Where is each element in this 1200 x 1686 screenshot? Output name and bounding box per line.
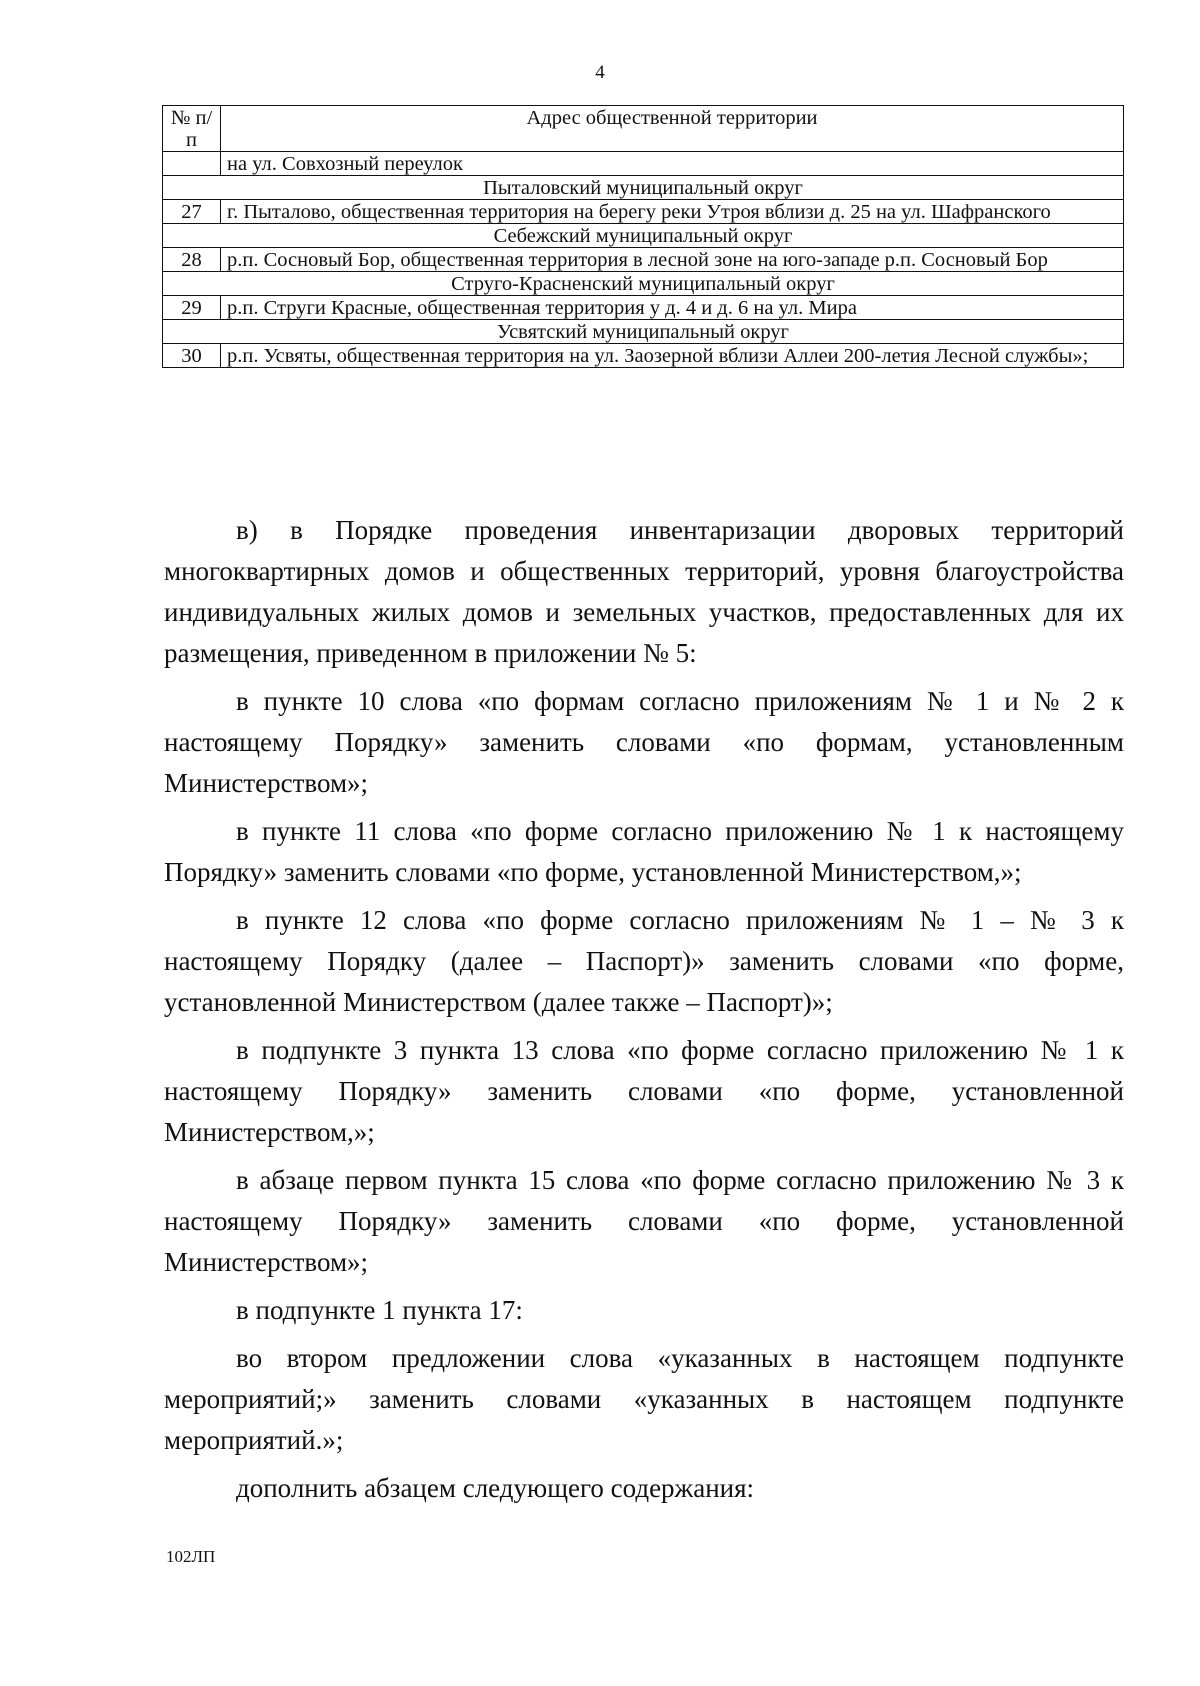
territories-table-body xyxy=(163,106,1124,368)
row-address: р.п. Сосновый Бор, общественная территория в лесной зоне на юго-западе р.п. Сосновый Бор xyxy=(221,248,1124,272)
table-header-row xyxy=(163,106,1124,152)
paragraph: в абзаце первом пункта 15 слова «по форме согласно приложению № 3 к настоящему Порядку» заменить словами «по форме, установленной Министерством»; xyxy=(164,1165,1124,1277)
paragraph: в пункте 12 слова «по форме согласно приложениям № 1 – № 3 к настоящему Порядку (далее – Паспорт)» заменить словами «по форме, установленной Министерством (далее также – Паспорт)»; xyxy=(164,905,1124,1017)
row-number: 27 xyxy=(163,200,221,224)
table-row xyxy=(163,200,1124,224)
row-address: на ул. Совхозный переулок xyxy=(221,152,1124,176)
row-number: 28 xyxy=(163,248,221,272)
header-address: Адрес общественной территории xyxy=(221,106,1124,152)
paragraph: в пункте 10 слова «по формам согласно приложениям № 1 и № 2 к настоящему Порядку» заменить словами «по формам, установленным Министерством»; xyxy=(164,686,1124,798)
district-row xyxy=(163,176,1124,200)
table-row xyxy=(163,152,1124,176)
header-num: № п/п xyxy=(163,106,221,152)
district-row xyxy=(163,272,1124,296)
paragraph: в подпункте 1 пункта 17: xyxy=(236,1295,523,1325)
row-address: р.п. Струги Красные, общественная территория у д. 4 и д. 6 на ул. Мира xyxy=(221,296,1124,320)
paragraph: во втором предложении слова «указанных в настоящем подпункте мероприятий;» заменить словами «указанных в настоящем подпункте мероприятий.»; xyxy=(164,1343,1124,1455)
paragraph: в) в Порядке проведения инвентаризации дворовых территорий многоквартирных домов и общественных территорий, уровня благоустройства индивидуальных жилых домов и земельных участков, предоставленных для их размещения, приведенном в приложении № 5: xyxy=(164,515,1124,668)
district-name: Усвятский муниципальный округ xyxy=(163,320,1124,344)
district-name: Струго-Красненский муниципальный округ xyxy=(163,272,1124,296)
table-row xyxy=(163,344,1124,368)
district-row xyxy=(163,224,1124,248)
body-text xyxy=(164,510,1124,1516)
district-name: Себежский муниципальный округ xyxy=(163,224,1124,248)
table-row xyxy=(163,296,1124,320)
row-number xyxy=(163,152,221,176)
table-row xyxy=(163,248,1124,272)
district-name: Пыталовский муниципальный округ xyxy=(163,176,1124,200)
page-number: 4 xyxy=(595,62,605,83)
paragraph: в подпункте 3 пункта 13 слова «по форме согласно приложению № 1 к настоящему Порядку» заменить словами «по форме, установленной Министерством,»; xyxy=(164,1035,1124,1147)
district-row xyxy=(163,320,1124,344)
footer-code: 102ЛП xyxy=(166,1547,216,1566)
paragraph: в пункте 11 слова «по форме согласно приложению № 1 к настоящему Порядку» заменить словами «по форме, установленной Министерством,»; xyxy=(164,816,1124,887)
row-address: р.п. Усвяты, общественная территория на ул. Заозерной вблизи Аллеи 200-летия Лесной службы»; xyxy=(221,344,1124,368)
row-address: г. Пыталово, общественная территория на берегу реки Утроя вблизи д. 25 на ул. Шафранского xyxy=(221,200,1124,224)
territories-table xyxy=(162,105,1124,368)
row-number: 29 xyxy=(163,296,221,320)
row-number: 30 xyxy=(163,344,221,368)
paragraph: дополнить абзацем следующего содержания: xyxy=(236,1473,755,1503)
